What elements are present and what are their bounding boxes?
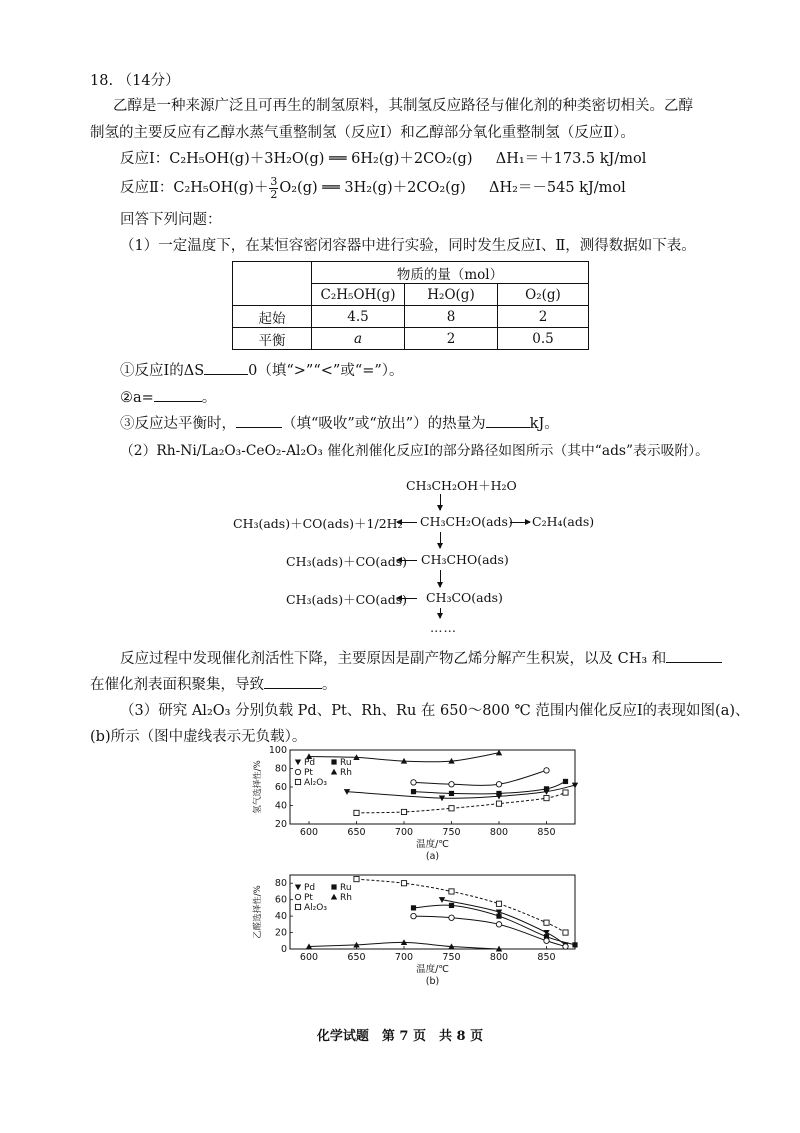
chart-a-hydrogen-selectivity (240, 742, 580, 862)
x-tick-label: 600 (299, 952, 319, 963)
x-tick-label: 750 (442, 952, 461, 963)
x-axis-label: 温度/℃ (416, 839, 449, 850)
x-tick-label: 650 (347, 952, 366, 963)
y-tick-label: 40 (274, 800, 287, 812)
table-cell: 0.5 (498, 328, 589, 350)
fraction-numerator: 3 (270, 175, 278, 188)
arrow-left-icon (397, 522, 417, 523)
data-point (354, 810, 359, 815)
legend-marker (295, 759, 301, 765)
question-1-3-unit: kJ。 (529, 416, 559, 432)
legend-marker (331, 894, 337, 900)
legend-label: Al₂O₃ (304, 778, 327, 789)
question-1-1-hint: 0（填“>”“<”或“=”）。 (248, 363, 404, 379)
y-tick-label: 0 (280, 944, 287, 955)
part-3-stem-1: （3）研究 Al₂O₃ 分别负载 Pd、Pt、Rh、Ru 在 650～800 ℃ 范围内催化反应Ⅰ的表现如图(a)、 (120, 703, 750, 719)
legend-label: Rh (340, 893, 352, 904)
data-point (496, 801, 501, 806)
legend-label: Ru (340, 883, 352, 894)
reaction-1-lhs: C₂H₅OH(g)＋3H₂O(g) (169, 151, 325, 167)
scheme-row1-mid: CH₃CH₂O(ads) (420, 514, 513, 529)
reaction-2-fraction (269, 176, 278, 200)
legend-label: Pd (304, 758, 316, 769)
data-point (449, 915, 454, 920)
reaction-2-rhs: 3H₂(g)＋2CO₂(g) (344, 180, 466, 197)
scheme-top: CH₃CH₂OH＋H₂O (406, 478, 517, 493)
x-tick-label: 850 (537, 827, 556, 838)
scheme-row1-right: C₂H₄(ads) (532, 514, 595, 529)
scheme-row3-right: CH₃CO(ads) (426, 590, 503, 605)
part-1-stem: （1）一定温度下，在某恒容密闭容器中进行实验，同时发生反应Ⅰ、Ⅱ，测得数据如下表。 (120, 238, 696, 254)
y-tick-label: 20 (274, 819, 287, 830)
data-point (496, 922, 501, 927)
data-point (563, 779, 568, 784)
legend-marker (295, 884, 301, 890)
reaction-1-rhs: 6H₂(g)＋2CO₂(g) (351, 151, 473, 167)
table-row (233, 328, 589, 350)
part-2-text-2-content: 在催化剂表面积聚集，导致 (90, 677, 264, 693)
data-point (401, 809, 406, 814)
legend-marker (295, 779, 300, 784)
table-row-label: 平衡 (233, 328, 312, 350)
question-1-1-text: ①反应Ⅰ的ΔS (120, 363, 205, 379)
data-point (449, 903, 454, 908)
data-point (449, 889, 454, 894)
x-tick-label: 700 (394, 827, 414, 838)
table-cell: a (312, 328, 405, 350)
legend-label: Pd (304, 883, 316, 894)
arrow-right-icon (510, 522, 530, 523)
legend-label: Pt (304, 893, 313, 904)
question-1-2-end: 。 (201, 390, 217, 406)
arrow-down-icon (440, 608, 441, 618)
data-point (401, 881, 406, 886)
scheme-row2-left: CH₃(ads)＋CO(ads) (286, 554, 408, 569)
reaction-1-equals: ══ (329, 151, 347, 167)
scheme-row1-left: CH₃(ads)＋CO(ads)＋1/2H₂ (233, 516, 403, 531)
part-2-text-1 (120, 650, 722, 668)
answer-blank[interactable] (486, 415, 530, 428)
question-1-2 (120, 389, 216, 407)
y-tick-label: 60 (274, 894, 287, 906)
reaction-2-lhs-a: C₂H₅OH(g)＋ (173, 180, 269, 197)
series-line (357, 793, 566, 813)
question-1-2-text: ②a= (120, 390, 154, 406)
question-1-3-hint: （填“吸收”或“放出”）的热量为 (282, 416, 486, 432)
chart-caption: (a) (425, 851, 440, 862)
table-col-water: H₂O(g) (405, 284, 498, 306)
data-point (544, 796, 549, 801)
legend-marker (295, 904, 300, 909)
series-line (414, 770, 547, 785)
scheme-row2-right: CH₃CHO(ads) (421, 552, 509, 567)
question-number: 18. (90, 73, 114, 89)
chart-b-acetaldehyde-selectivity (240, 867, 580, 987)
y-axis-label: 乙醛选择性/% (253, 885, 263, 939)
part-2-stem: （2）Rh-Ni/La₂O₃-CeO₂-Al₂O₃ 催化剂催化反应Ⅰ的部分路径如图所示（其中“ads”表示吸附）。 (120, 443, 709, 459)
answer-prompt: 回答下列问题： (120, 212, 222, 228)
y-tick-label: 40 (274, 911, 287, 923)
y-axis-label: 氢气选择性/% (253, 760, 263, 814)
x-tick-label: 650 (347, 827, 366, 838)
data-point (411, 913, 416, 918)
question-1-3-text: ③反应达平衡时， (120, 416, 236, 432)
data-point (411, 780, 416, 785)
arrow-down-icon (440, 532, 441, 548)
table-header: 物质的量（mol） (312, 262, 589, 284)
reaction-2-lhs-b: O₂(g) (279, 180, 318, 197)
question-score: （14分） (117, 73, 180, 89)
data-point (544, 768, 549, 773)
legend-marker (295, 769, 300, 774)
y-tick-label: 80 (274, 878, 287, 890)
part-2-text-2 (90, 676, 337, 694)
part-2-text-1-content: 反应过程中发现催化剂活性下降，主要原因是副产物乙烯分解产生积炭，以及 CH₃ 和 (120, 651, 667, 667)
data-point (572, 942, 577, 947)
data-table (232, 261, 589, 350)
question-1-1 (120, 362, 404, 380)
page-footer: 化学试题 第 7 页 共 8 页 (316, 1029, 484, 1044)
fraction-denominator: 2 (270, 187, 278, 201)
reaction-1-enthalpy: ΔH₁＝＋173.5 kJ/mol (495, 151, 647, 167)
chart-caption: (b) (425, 976, 440, 987)
data-point (411, 789, 416, 794)
y-tick-label: 80 (274, 763, 287, 775)
x-tick-label: 800 (489, 952, 509, 963)
table-col-ethanol: C₂H₅OH(g) (312, 284, 405, 306)
arrow-down-icon (440, 494, 441, 510)
reaction-1 (120, 150, 646, 168)
table-cell: 2 (498, 306, 589, 328)
y-tick-label: 60 (274, 782, 287, 793)
data-point (496, 914, 501, 919)
question-1-3 (120, 415, 559, 433)
legend-label: Rh (340, 768, 352, 779)
data-point (563, 944, 568, 949)
x-tick-label: 800 (489, 827, 509, 838)
legend-marker (331, 769, 337, 775)
x-axis-label: 温度/℃ (416, 964, 449, 975)
x-tick-label: 850 (537, 952, 556, 963)
table-col-oxygen: O₂(g) (498, 284, 589, 306)
scheme-dots: …… (430, 620, 457, 635)
data-point (411, 905, 416, 910)
reaction-2-label: 反应Ⅱ： (120, 180, 174, 197)
data-point (449, 791, 454, 796)
arrow-down-icon (440, 570, 441, 587)
legend-marker (331, 884, 336, 889)
table-cell: 2 (405, 328, 498, 350)
y-tick-label: 20 (274, 927, 287, 939)
x-tick-label: 750 (442, 827, 461, 838)
data-point (354, 877, 359, 882)
table-row-label: 起始 (233, 306, 312, 328)
answer-blank[interactable] (204, 362, 248, 375)
table-cell: 4.5 (312, 306, 405, 328)
series-line (357, 879, 566, 932)
part-2-text-2-end: 。 (322, 677, 337, 693)
legend-marker (295, 894, 300, 899)
data-point (563, 930, 568, 935)
arrow-left-icon (397, 560, 417, 561)
table-cell: 8 (405, 306, 498, 328)
intro-line-2: 制氢的主要反应有乙醇水蒸气重整制氢（反应Ⅰ）和乙醇部分氧化重整制氢（反应Ⅱ）。 (90, 125, 635, 141)
legend-label: Al₂O₃ (304, 903, 327, 914)
data-point (496, 782, 501, 787)
intro-line-1: 乙醇是一种来源广泛且可再生的制氢原料，其制氢反应路径与催化剂的种类密切相关。乙醇 (113, 98, 693, 114)
answer-blank[interactable] (154, 389, 202, 402)
data-point (563, 790, 568, 795)
answer-blank[interactable] (666, 650, 722, 663)
data-point (544, 920, 549, 925)
series-line (347, 785, 575, 798)
reaction-1-label: 反应Ⅰ： (120, 151, 170, 167)
reaction-2-equals: ══ (322, 180, 340, 197)
legend-label: Ru (340, 758, 352, 769)
data-point (496, 901, 501, 906)
x-tick-label: 700 (394, 952, 414, 963)
reaction-2 (120, 176, 626, 200)
data-point (449, 806, 454, 811)
data-point (449, 782, 454, 787)
answer-blank[interactable] (236, 415, 282, 428)
legend-label: Pt (304, 768, 313, 779)
data-point (544, 938, 549, 943)
x-tick-label: 600 (299, 827, 319, 838)
arrow-left-icon (397, 598, 417, 599)
question-header (90, 72, 180, 90)
table-corner (233, 262, 312, 306)
part-3-stem-2: (b)所示（图中虚线表示无负载）。 (90, 729, 307, 745)
table-row (233, 306, 589, 328)
y-tick-label: 100 (268, 745, 287, 756)
reaction-2-enthalpy: ΔH₂＝－545 kJ/mol (488, 180, 626, 197)
answer-blank[interactable] (264, 676, 322, 689)
scheme-row3-left: CH₃(ads)＋CO(ads) (286, 592, 408, 607)
legend-marker (331, 759, 336, 764)
